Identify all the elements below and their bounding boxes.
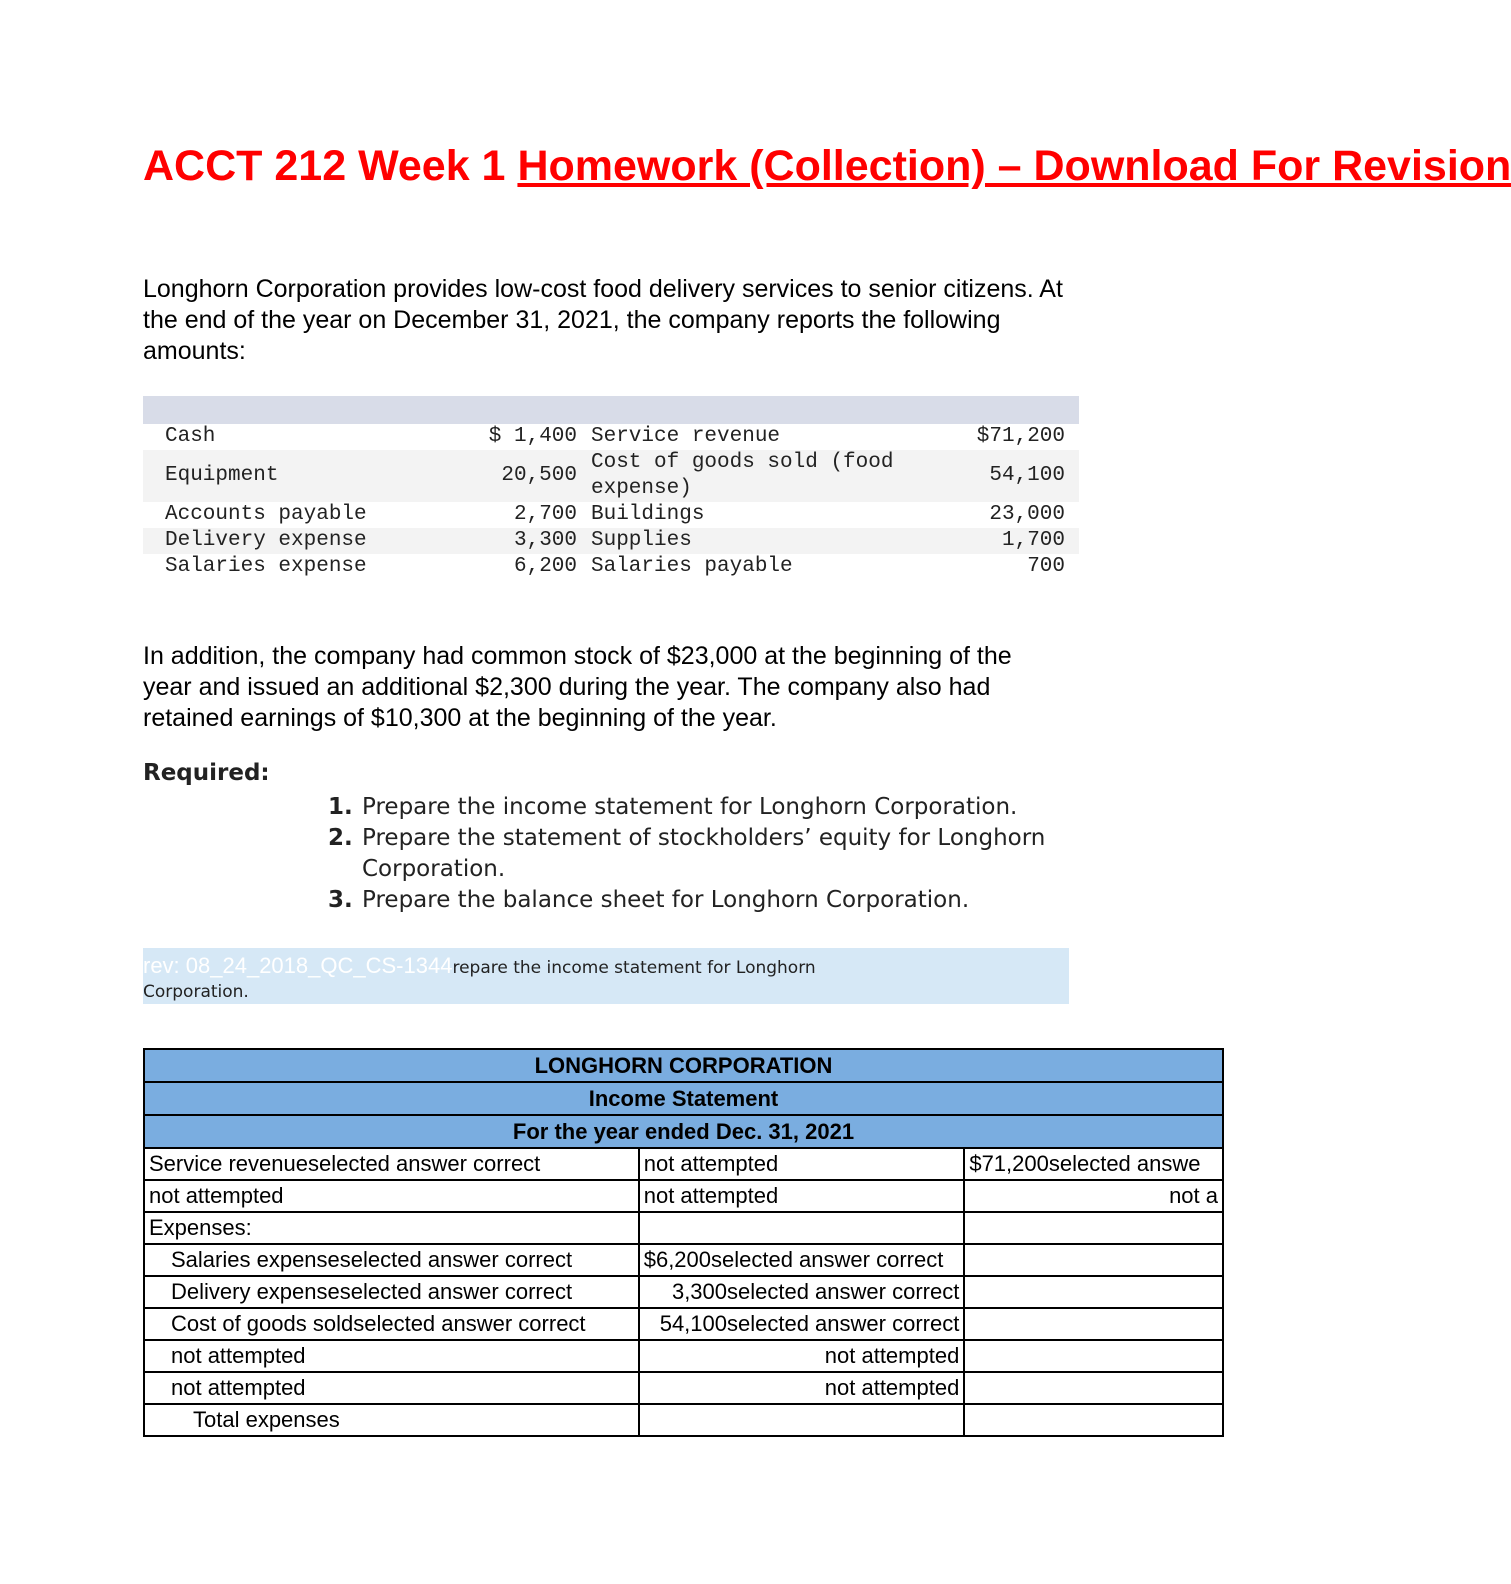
list-text: Prepare the balance sheet for Longhorn Corporation. [362, 887, 970, 913]
amount-label: Equipment [143, 450, 455, 502]
answer-cell[interactable]: $6,200selected answer correct [639, 1244, 965, 1276]
empty-cell [639, 1404, 965, 1436]
revision-text-2: Corporation. [143, 982, 249, 1002]
revision-text: repare the income statement for Longhorn [452, 958, 816, 978]
amount-value: 3,300 [455, 528, 591, 554]
empty-cell [964, 1276, 1223, 1308]
income-statement-table [143, 1048, 1224, 1437]
statement-company-row [144, 1049, 1223, 1082]
answer-cell[interactable]: Salaries expenseselected answer correct [144, 1244, 639, 1276]
statement-period-row [144, 1115, 1223, 1148]
table-row [143, 554, 1079, 580]
table-row [143, 528, 1079, 554]
list-item [328, 885, 1088, 916]
amount-value: 54,100 [941, 450, 1079, 502]
title-link[interactable]: Homework (Collection) – Download For Revision [517, 142, 1511, 190]
table-row [143, 502, 1079, 528]
empty-cell [964, 1212, 1223, 1244]
amount-value: 23,000 [989, 503, 1065, 526]
row-label: Expenses: [144, 1212, 639, 1244]
answer-cell[interactable]: Service revenueselected answer correct [144, 1148, 639, 1180]
answer-cell[interactable]: not attempted [639, 1340, 965, 1372]
statement-name-row [144, 1082, 1223, 1115]
amount-label: Supplies [591, 528, 941, 554]
required-list [328, 792, 1088, 916]
title-course: ACCT 212 Week 1 [143, 142, 506, 190]
answer-cell[interactable]: not attempted [639, 1148, 965, 1180]
amount-value: 2,700 [513, 503, 577, 526]
amounts-table-header [143, 396, 1079, 424]
required-heading: Required: [143, 760, 270, 786]
table-row [144, 1372, 1223, 1404]
table-row [143, 450, 1079, 502]
empty-cell [964, 1308, 1223, 1340]
answer-cell[interactable]: not attempted [144, 1180, 639, 1212]
amounts-table [143, 396, 1079, 580]
page-title [143, 140, 1511, 192]
amount-label: Buildings [591, 503, 705, 526]
revision-stamp: rev: 08_24_2018_QC_CS-1344 [143, 953, 453, 978]
table-row [144, 1404, 1223, 1436]
list-item [328, 792, 1088, 823]
answer-cell[interactable]: Delivery expenseselected answer correct [144, 1276, 639, 1308]
answer-cell[interactable]: not attempted [639, 1372, 965, 1404]
amount-label: Delivery expense [143, 528, 455, 554]
answer-cell[interactable]: not a [964, 1180, 1223, 1212]
table-row [144, 1244, 1223, 1276]
revision-bar [143, 948, 1069, 1004]
statement-name: Income Statement [144, 1082, 1223, 1115]
answer-cell[interactable]: 3,300selected answer correct [639, 1276, 965, 1308]
amount-label: Salaries expense [165, 555, 367, 578]
table-row [144, 1212, 1223, 1244]
amount-label: Accounts payable [165, 503, 367, 526]
amount-value: 700 [1027, 555, 1065, 578]
empty-cell [964, 1372, 1223, 1404]
amount-value: 20,500 [455, 450, 591, 502]
answer-cell[interactable]: not attempted [144, 1340, 639, 1372]
table-row [144, 1308, 1223, 1340]
list-text: Prepare the statement of stockholders’ equity for Longhorn Corporation. [362, 825, 1046, 882]
statement-period: For the year ended Dec. 31, 2021 [144, 1115, 1223, 1148]
empty-cell [964, 1244, 1223, 1276]
statement-company: LONGHORN CORPORATION [144, 1049, 1223, 1082]
list-text: Prepare the income statement for Longhorn Corporation. [362, 794, 1018, 820]
table-row [144, 1148, 1223, 1180]
table-row [144, 1340, 1223, 1372]
addition-paragraph: In addition, the company had common stock of $23,000 at the beginning of the year and issued an additional $2,300 during the year. The company also had retained earnings of $10,300 at the beginning of the year. [143, 642, 1012, 732]
intro-paragraph: Longhorn Corporation provides low-cost food delivery services to senior citizens. At the end of the year on December 31, 2021, the company reports the following amounts: [143, 275, 1063, 365]
table-row [143, 424, 1079, 450]
list-number: 1. [328, 794, 353, 820]
list-item [328, 823, 1088, 885]
answer-cell[interactable]: 54,100selected answer correct [639, 1308, 965, 1340]
table-row [144, 1276, 1223, 1308]
row-label: Total expenses [144, 1404, 639, 1436]
list-number: 2. [328, 825, 353, 851]
amount-value: $71,200 [976, 425, 1065, 448]
amount-value: 1,700 [941, 528, 1079, 554]
answer-cell[interactable]: $71,200selected answe [964, 1148, 1223, 1180]
table-row [144, 1180, 1223, 1212]
list-number: 3. [328, 887, 353, 913]
answer-cell[interactable]: Cost of goods soldselected answer correct [144, 1308, 639, 1340]
amount-value: $ 1,400 [488, 425, 577, 448]
amount-label: Cost of goods sold (food expense) [591, 450, 941, 502]
amount-label: Service revenue [591, 425, 781, 448]
amount-label: Salaries payable [591, 555, 793, 578]
answer-cell[interactable]: not attempted [144, 1372, 639, 1404]
answer-cell[interactable]: not attempted [639, 1180, 965, 1212]
empty-cell [639, 1212, 965, 1244]
amount-value: 6,200 [513, 555, 577, 578]
empty-cell [964, 1404, 1223, 1436]
empty-cell [964, 1340, 1223, 1372]
amount-label: Cash [165, 425, 216, 448]
